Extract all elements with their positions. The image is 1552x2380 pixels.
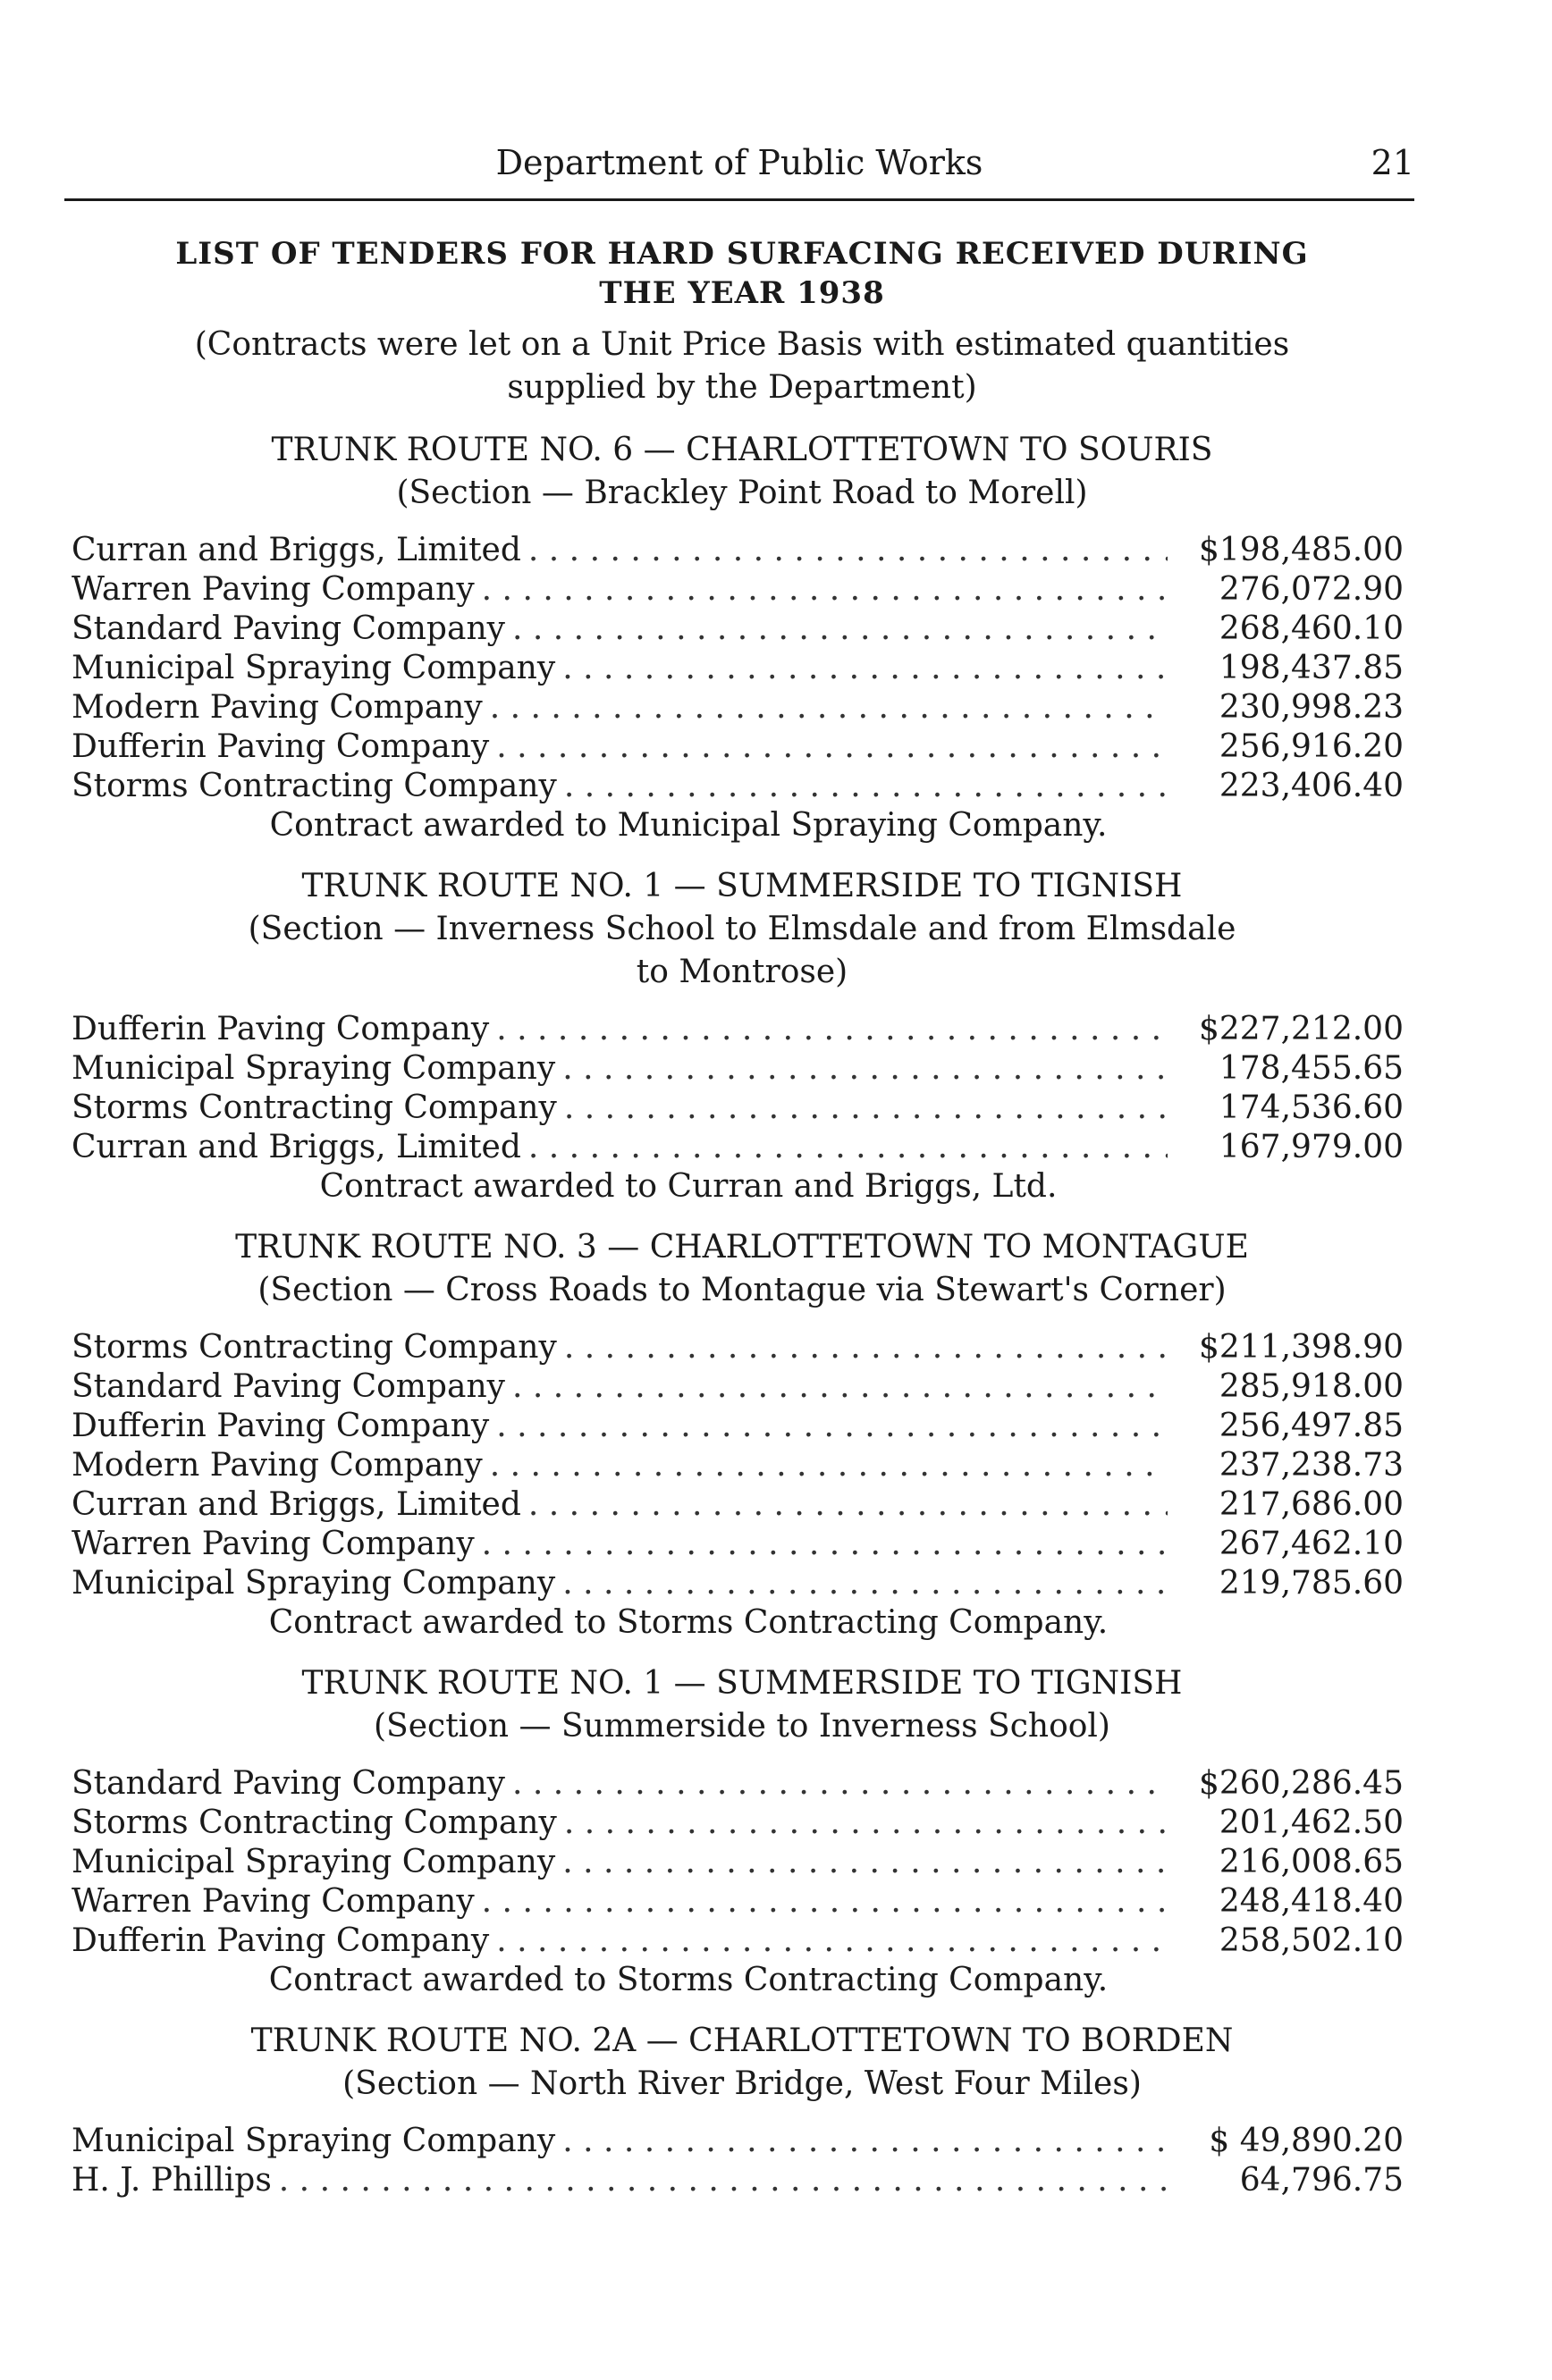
main-content xyxy=(72,234,1413,2200)
dot-leader xyxy=(512,610,1168,649)
tender-amount: 216,008.65 xyxy=(1219,1844,1404,1880)
dot-leader xyxy=(496,1407,1168,1446)
tender-amount: 64,796.75 xyxy=(1239,2162,1404,2199)
section-description-line-1: (Section — Cross Roads to Montague via Stewart's Corner) xyxy=(257,1272,1227,1308)
section-description-line-2: to Montrose) xyxy=(636,954,848,990)
dot-leader xyxy=(496,1922,1168,1961)
tender-amount: 248,418.40 xyxy=(1219,1883,1404,1920)
tender-amount: $ 49,890.20 xyxy=(1209,2123,1404,2159)
tender-row xyxy=(72,1804,1413,1843)
tender-row xyxy=(72,1328,1413,1367)
bidder-name: Warren Paving Company xyxy=(72,571,475,608)
section-description xyxy=(72,1705,1413,1748)
award-note: Contract awarded to Municipal Spraying Company. xyxy=(269,807,1108,844)
bidder-name: Curran and Briggs, Limited xyxy=(72,1129,521,1165)
tender-row xyxy=(72,570,1413,610)
dot-leader xyxy=(496,1010,1168,1049)
bidder-name: Municipal Spraying Company xyxy=(72,2123,556,2159)
dot-leader xyxy=(528,1128,1168,1167)
bidder-name: Modern Paving Company xyxy=(72,1447,483,1484)
intro-line-1: (Contracts were let on a Unit Price Basis with estimated quantities xyxy=(194,326,1290,363)
tender-row xyxy=(72,1407,1413,1446)
dot-leader xyxy=(564,1089,1168,1128)
bidder-name: Standard Paving Company xyxy=(72,610,505,647)
dot-leader xyxy=(562,1564,1168,1603)
tender-amount: 174,536.60 xyxy=(1219,1089,1404,1126)
header-rule xyxy=(64,198,1414,201)
tender-row xyxy=(72,1446,1413,1485)
section-description-line-1: (Section — Summerside to Inverness School) xyxy=(374,1708,1110,1745)
section-description-line-1: (Section — North River Bridge, West Four Miles) xyxy=(342,2065,1142,2102)
tender-list xyxy=(72,1010,1413,1167)
tender-row xyxy=(72,1564,1413,1603)
route-heading: TRUNK ROUTE NO. 2A — CHARLOTTETOWN TO BORDEN xyxy=(250,2023,1234,2059)
bidder-name: Municipal Spraying Company xyxy=(72,1844,556,1880)
bidder-name: Dufferin Paving Company xyxy=(72,1011,490,1047)
tender-amount: 219,785.60 xyxy=(1219,1565,1404,1602)
bidder-name: Storms Contracting Company xyxy=(72,768,557,804)
tender-section xyxy=(72,1662,1413,2000)
award-note: Contract awarded to Storms Contracting Company. xyxy=(268,1604,1109,1641)
dot-leader xyxy=(564,1328,1168,1367)
tender-row xyxy=(72,1485,1413,1525)
bidder-name: Standard Paving Company xyxy=(72,1368,505,1405)
section-description-line-1: (Section — Inverness School to Elmsdale and from Elmsdale xyxy=(248,911,1236,947)
bidder-name: Storms Contracting Company xyxy=(72,1329,557,1366)
tender-amount: 167,979.00 xyxy=(1219,1129,1404,1165)
tender-amount: 258,502.10 xyxy=(1219,1922,1404,1959)
dot-leader xyxy=(528,531,1168,570)
tender-amount: 268,460.10 xyxy=(1219,610,1404,647)
dot-leader xyxy=(482,1882,1168,1922)
tender-amount: 267,462.10 xyxy=(1219,1526,1404,1562)
tender-row xyxy=(72,2161,1413,2200)
tender-row xyxy=(72,1128,1413,1167)
tender-amount: 276,072.90 xyxy=(1219,571,1404,608)
dot-leader xyxy=(496,727,1168,767)
tender-list xyxy=(72,2122,1413,2200)
tender-amount: 256,916.20 xyxy=(1219,728,1404,765)
tender-row xyxy=(72,1922,1413,1961)
award-note: Contract awarded to Curran and Briggs, Ltd. xyxy=(319,1168,1058,1205)
route-heading: TRUNK ROUTE NO. 1 — SUMMERSIDE TO TIGNISH xyxy=(301,1665,1183,1702)
section-description xyxy=(72,1269,1413,1312)
section-description xyxy=(72,2063,1413,2106)
dot-leader xyxy=(562,1049,1168,1089)
tender-list xyxy=(72,1328,1413,1603)
dot-leader xyxy=(279,2161,1168,2200)
tender-row xyxy=(72,1089,1413,1128)
tender-list xyxy=(72,1764,1413,1961)
tender-row xyxy=(72,1049,1413,1089)
list-title-line-1: LIST OF TENDERS FOR HARD SURFACING RECEIVED DURING xyxy=(175,236,1309,272)
tender-amount: 256,497.85 xyxy=(1219,1408,1404,1444)
tender-row xyxy=(72,1525,1413,1564)
award-note: Contract awarded to Storms Contracting Company. xyxy=(268,1962,1109,1998)
tender-row xyxy=(72,1843,1413,1882)
bidder-name: Storms Contracting Company xyxy=(72,1089,557,1126)
list-title-line-2: THE YEAR 1938 xyxy=(599,275,885,311)
tender-amount: 217,686.00 xyxy=(1219,1486,1404,1523)
dot-leader xyxy=(490,688,1168,727)
tender-amount: 201,462.50 xyxy=(1219,1804,1404,1841)
dot-leader xyxy=(482,1525,1168,1564)
dot-leader xyxy=(562,1843,1168,1882)
tender-section xyxy=(72,865,1413,1207)
dot-leader xyxy=(490,1446,1168,1485)
bidder-name: Municipal Spraying Company xyxy=(72,1050,556,1087)
bidder-name: Municipal Spraying Company xyxy=(72,1565,556,1602)
bidder-name: Curran and Briggs, Limited xyxy=(72,532,521,568)
header-title: Department of Public Works xyxy=(495,143,983,182)
tender-amount: 230,998.23 xyxy=(1219,689,1404,726)
bidder-name: Modern Paving Company xyxy=(72,689,483,726)
tender-sections xyxy=(72,429,1413,2200)
dot-leader xyxy=(562,2122,1168,2161)
dot-leader xyxy=(562,649,1168,688)
tender-amount: $260,286.45 xyxy=(1198,1765,1404,1802)
list-title xyxy=(72,234,1413,313)
tender-row xyxy=(72,1010,1413,1049)
section-description-line-1: (Section — Brackley Point Road to Morell) xyxy=(396,475,1088,511)
route-heading: TRUNK ROUTE NO. 1 — SUMMERSIDE TO TIGNISH xyxy=(301,868,1183,904)
tender-amount: $211,398.90 xyxy=(1198,1329,1404,1366)
bidder-name: Warren Paving Company xyxy=(72,1883,475,1920)
tender-amount: $198,485.00 xyxy=(1198,532,1404,568)
tender-section xyxy=(72,2020,1413,2200)
tender-row xyxy=(72,1882,1413,1922)
tender-section xyxy=(72,1226,1413,1643)
dot-leader xyxy=(564,767,1168,806)
dot-leader xyxy=(512,1764,1168,1804)
tender-list xyxy=(72,531,1413,806)
bidder-name: Warren Paving Company xyxy=(72,1526,475,1562)
tender-amount: 198,437.85 xyxy=(1219,650,1404,686)
tender-section xyxy=(72,429,1413,845)
bidder-name: Standard Paving Company xyxy=(72,1765,505,1802)
dot-leader xyxy=(482,570,1168,610)
tender-amount: 285,918.00 xyxy=(1219,1368,1404,1405)
route-heading: TRUNK ROUTE NO. 3 — CHARLOTTETOWN TO MONTAGUE xyxy=(235,1229,1249,1266)
tender-row xyxy=(72,1367,1413,1407)
dot-leader xyxy=(528,1485,1168,1525)
dot-leader xyxy=(564,1804,1168,1843)
route-heading: TRUNK ROUTE NO. 6 — CHARLOTTETOWN TO SOURIS xyxy=(271,432,1213,468)
intro-line-2: supplied by the Department) xyxy=(507,369,977,406)
bidder-name: Dufferin Paving Company xyxy=(72,1922,490,1959)
page-number: 21 xyxy=(1371,143,1414,182)
bidder-name: Storms Contracting Company xyxy=(72,1804,557,1841)
tender-row xyxy=(72,767,1413,806)
tender-amount: 178,455.65 xyxy=(1219,1050,1404,1087)
tender-amount: 223,406.40 xyxy=(1219,768,1404,804)
bidder-name: Municipal Spraying Company xyxy=(72,650,556,686)
bidder-name: H. J. Phillips xyxy=(72,2162,272,2199)
tender-amount: $227,212.00 xyxy=(1198,1011,1404,1047)
tender-row xyxy=(72,688,1413,727)
tender-row xyxy=(72,649,1413,688)
bidder-name: Curran and Briggs, Limited xyxy=(72,1486,521,1523)
tender-amount: 237,238.73 xyxy=(1219,1447,1404,1484)
tender-row xyxy=(72,2122,1413,2161)
tender-row xyxy=(72,531,1413,570)
intro-note xyxy=(72,324,1413,409)
section-description xyxy=(72,908,1413,994)
tender-row xyxy=(72,610,1413,649)
bidder-name: Dufferin Paving Company xyxy=(72,728,490,765)
tender-row xyxy=(72,727,1413,767)
tender-row xyxy=(72,1764,1413,1804)
bidder-name: Dufferin Paving Company xyxy=(72,1408,490,1444)
dot-leader xyxy=(512,1367,1168,1407)
section-description xyxy=(72,472,1413,515)
